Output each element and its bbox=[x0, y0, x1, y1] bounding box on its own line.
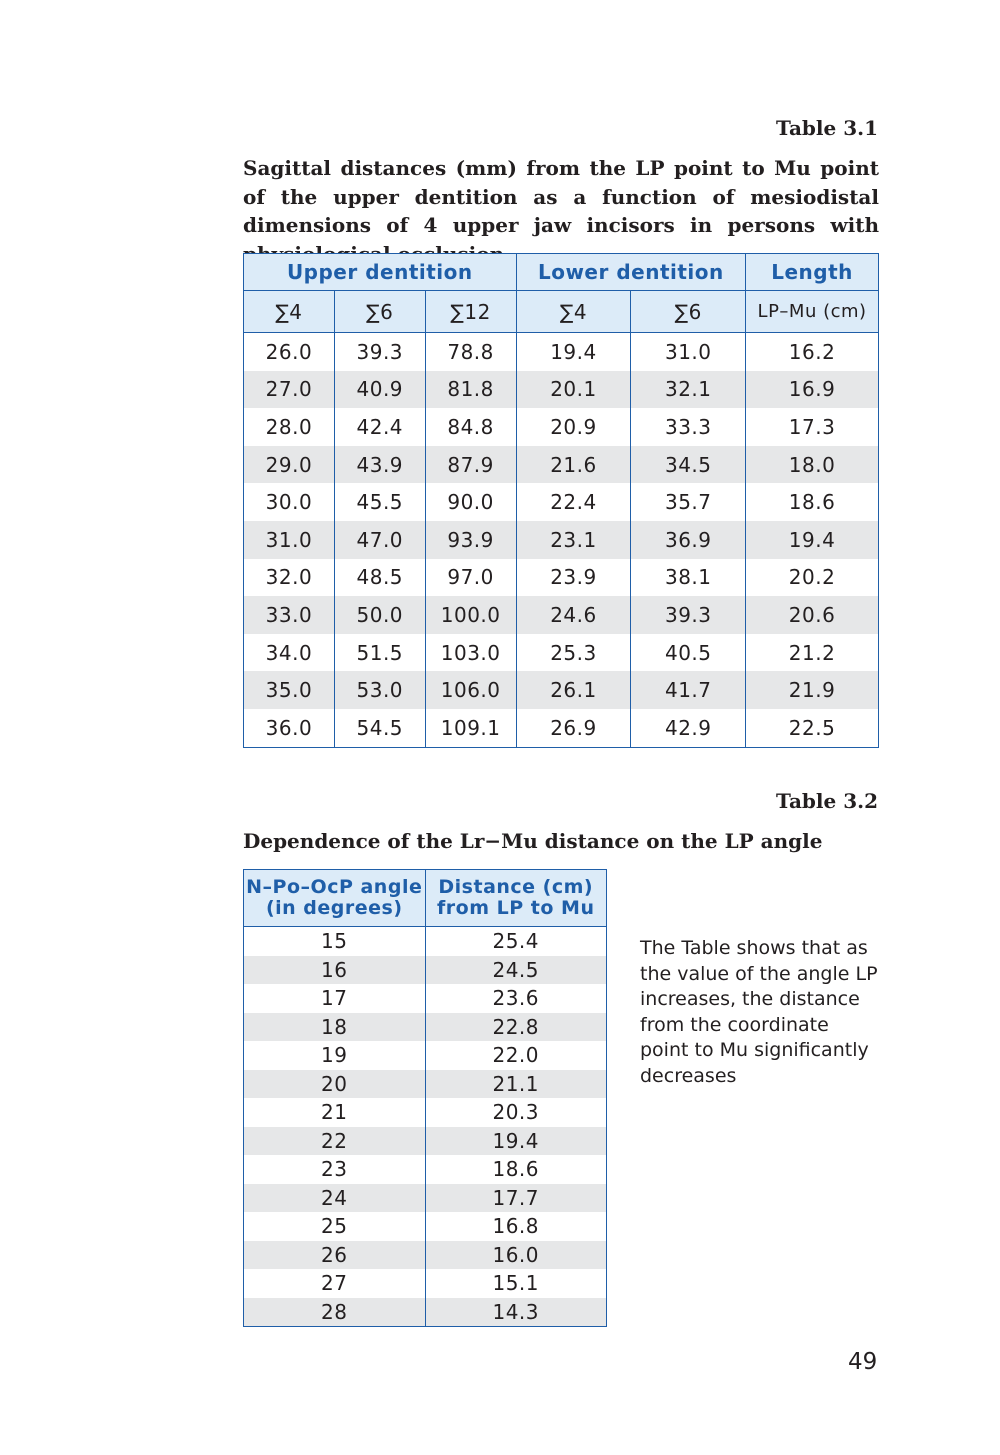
table-row bbox=[244, 371, 879, 409]
table-cell: 33.0 bbox=[244, 596, 335, 634]
header-angle: N–Po–OcP angle (in degrees) bbox=[244, 870, 426, 927]
table-cell: 24 bbox=[244, 1184, 426, 1213]
table-cell: 20.6 bbox=[746, 596, 879, 634]
table-3-1-number: Table 3.1 bbox=[776, 116, 878, 140]
table-cell: 87.9 bbox=[425, 446, 516, 484]
table-cell: 22.8 bbox=[425, 1013, 607, 1042]
table-row bbox=[244, 1241, 607, 1270]
table-cell: 21.6 bbox=[516, 446, 631, 484]
table-cell: 22.0 bbox=[425, 1041, 607, 1070]
table-cell: 16.8 bbox=[425, 1212, 607, 1241]
table-cell: 23.9 bbox=[516, 559, 631, 597]
table-row bbox=[244, 634, 879, 672]
table-cell: 41.7 bbox=[631, 671, 746, 709]
table-cell: 18.0 bbox=[746, 446, 879, 484]
table-cell: 24.6 bbox=[516, 596, 631, 634]
table-row bbox=[244, 1013, 607, 1042]
table-row bbox=[244, 483, 879, 521]
table-row bbox=[244, 1041, 607, 1070]
table-cell: 34.0 bbox=[244, 634, 335, 672]
sub-header: ∑12 bbox=[425, 291, 516, 333]
table-cell: 100.0 bbox=[425, 596, 516, 634]
table-cell: 81.8 bbox=[425, 371, 516, 409]
table-cell: 26.1 bbox=[516, 671, 631, 709]
table-cell: 33.3 bbox=[631, 408, 746, 446]
table-cell: 18.6 bbox=[425, 1155, 607, 1184]
table-cell: 29.0 bbox=[244, 446, 335, 484]
table-cell: 34.5 bbox=[631, 446, 746, 484]
table-cell: 32.0 bbox=[244, 559, 335, 597]
table-cell: 21.9 bbox=[746, 671, 879, 709]
table-cell: 42.9 bbox=[631, 709, 746, 747]
table-row bbox=[244, 521, 879, 559]
table-row bbox=[244, 1155, 607, 1184]
group-header-upper-dentition: Upper dentition bbox=[244, 254, 517, 291]
table-cell: 93.9 bbox=[425, 521, 516, 559]
table-cell: 35.0 bbox=[244, 671, 335, 709]
table-cell: 25 bbox=[244, 1212, 426, 1241]
table-row bbox=[244, 1184, 607, 1213]
table-cell: 32.1 bbox=[631, 371, 746, 409]
table-cell: 16 bbox=[244, 956, 426, 985]
page-number: 49 bbox=[848, 1349, 878, 1375]
table-row bbox=[244, 956, 607, 985]
sub-header: ∑6 bbox=[631, 291, 746, 333]
table-cell: 20.2 bbox=[746, 559, 879, 597]
table-cell: 23.1 bbox=[516, 521, 631, 559]
table-cell: 36.0 bbox=[244, 709, 335, 747]
sub-header: LP–Mu (cm) bbox=[746, 291, 879, 333]
table-row bbox=[244, 446, 879, 484]
table-cell: 23.6 bbox=[425, 984, 607, 1013]
table-cell: 18.6 bbox=[746, 483, 879, 521]
table-3-1-caption: Sagittal distances (mm) from the LP point to Mu point of the upper dentition as a function of mesiodistal dimensions of 4 upper jaw incisors in persons with bbox=[243, 156, 879, 237]
table-row bbox=[244, 1298, 607, 1327]
table-note: The Table shows that as the value of the angle LP increases, the distance from the coordinate point to Mu significantly decreases bbox=[640, 937, 878, 1087]
table-cell: 16.0 bbox=[425, 1241, 607, 1270]
table-cell: 43.9 bbox=[334, 446, 425, 484]
table-cell: 38.1 bbox=[631, 559, 746, 597]
table-cell: 106.0 bbox=[425, 671, 516, 709]
table-cell: 39.3 bbox=[631, 596, 746, 634]
sub-header: ∑6 bbox=[334, 291, 425, 333]
table-row bbox=[244, 596, 879, 634]
table-cell: 51.5 bbox=[334, 634, 425, 672]
table-row bbox=[244, 1098, 607, 1127]
table-row bbox=[244, 559, 879, 597]
table-row bbox=[244, 1212, 607, 1241]
table-cell: 21.2 bbox=[746, 634, 879, 672]
table-cell: 19.4 bbox=[425, 1127, 607, 1156]
sub-header: ∑4 bbox=[244, 291, 335, 333]
table-cell: 50.0 bbox=[334, 596, 425, 634]
table-cell: 54.5 bbox=[334, 709, 425, 747]
header-distance: Distance (cm) from LP to Mu bbox=[425, 870, 607, 927]
table-cell: 27.0 bbox=[244, 371, 335, 409]
group-header-length: Length bbox=[746, 254, 879, 291]
table-cell: 39.3 bbox=[334, 333, 425, 371]
table-cell: 16.9 bbox=[746, 371, 879, 409]
table-cell: 40.5 bbox=[631, 634, 746, 672]
group-header-lower-dentition: Lower dentition bbox=[516, 254, 746, 291]
table-cell: 18 bbox=[244, 1013, 426, 1042]
table-cell: 25.4 bbox=[425, 927, 607, 956]
table-cell: 20 bbox=[244, 1070, 426, 1099]
table-cell: 17.7 bbox=[425, 1184, 607, 1213]
table-row bbox=[244, 1127, 607, 1156]
table-cell: 16.2 bbox=[746, 333, 879, 371]
table-row bbox=[244, 984, 607, 1013]
table-cell: 97.0 bbox=[425, 559, 516, 597]
table-cell: 19 bbox=[244, 1041, 426, 1070]
table-3-1 bbox=[243, 253, 879, 748]
table-cell: 31.0 bbox=[244, 521, 335, 559]
table-row bbox=[244, 1070, 607, 1099]
table-cell: 23 bbox=[244, 1155, 426, 1184]
table-cell: 15 bbox=[244, 927, 426, 956]
table-cell: 24.5 bbox=[425, 956, 607, 985]
sub-header: ∑4 bbox=[516, 291, 631, 333]
table-cell: 53.0 bbox=[334, 671, 425, 709]
table-cell: 28 bbox=[244, 1298, 426, 1327]
table-cell: 103.0 bbox=[425, 634, 516, 672]
table-cell: 26 bbox=[244, 1241, 426, 1270]
table-cell: 42.4 bbox=[334, 408, 425, 446]
table-row bbox=[244, 671, 879, 709]
table-cell: 28.0 bbox=[244, 408, 335, 446]
table-3-2-number: Table 3.2 bbox=[776, 789, 878, 813]
table-cell: 17.3 bbox=[746, 408, 879, 446]
table-row bbox=[244, 927, 607, 956]
table-cell: 21.1 bbox=[425, 1070, 607, 1099]
table-3-2-caption: Dependence of the Lr−Mu distance on the LP angle bbox=[243, 829, 823, 853]
table-cell: 17 bbox=[244, 984, 426, 1013]
table-cell: 22.5 bbox=[746, 709, 879, 747]
table-cell: 22.4 bbox=[516, 483, 631, 521]
table-cell: 30.0 bbox=[244, 483, 335, 521]
table-row bbox=[244, 709, 879, 747]
table-cell: 26.0 bbox=[244, 333, 335, 371]
table-cell: 21 bbox=[244, 1098, 426, 1127]
table-cell: 40.9 bbox=[334, 371, 425, 409]
table-cell: 15.1 bbox=[425, 1269, 607, 1298]
table-cell: 48.5 bbox=[334, 559, 425, 597]
table-cell: 90.0 bbox=[425, 483, 516, 521]
table-cell: 25.3 bbox=[516, 634, 631, 672]
table-cell: 26.9 bbox=[516, 709, 631, 747]
table-cell: 78.8 bbox=[425, 333, 516, 371]
table-cell: 27 bbox=[244, 1269, 426, 1298]
table-cell: 109.1 bbox=[425, 709, 516, 747]
table-row bbox=[244, 408, 879, 446]
table-cell: 20.9 bbox=[516, 408, 631, 446]
table-cell: 35.7 bbox=[631, 483, 746, 521]
table-cell: 47.0 bbox=[334, 521, 425, 559]
table-row bbox=[244, 1269, 607, 1298]
table-cell: 84.8 bbox=[425, 408, 516, 446]
table-cell: 22 bbox=[244, 1127, 426, 1156]
table-cell: 31.0 bbox=[631, 333, 746, 371]
table-cell: 19.4 bbox=[516, 333, 631, 371]
table-cell: 20.1 bbox=[516, 371, 631, 409]
table-cell: 14.3 bbox=[425, 1298, 607, 1327]
table-row bbox=[244, 333, 879, 371]
table-3-2 bbox=[243, 869, 607, 1327]
table-cell: 19.4 bbox=[746, 521, 879, 559]
table-cell: 20.3 bbox=[425, 1098, 607, 1127]
table-cell: 45.5 bbox=[334, 483, 425, 521]
table-cell: 36.9 bbox=[631, 521, 746, 559]
